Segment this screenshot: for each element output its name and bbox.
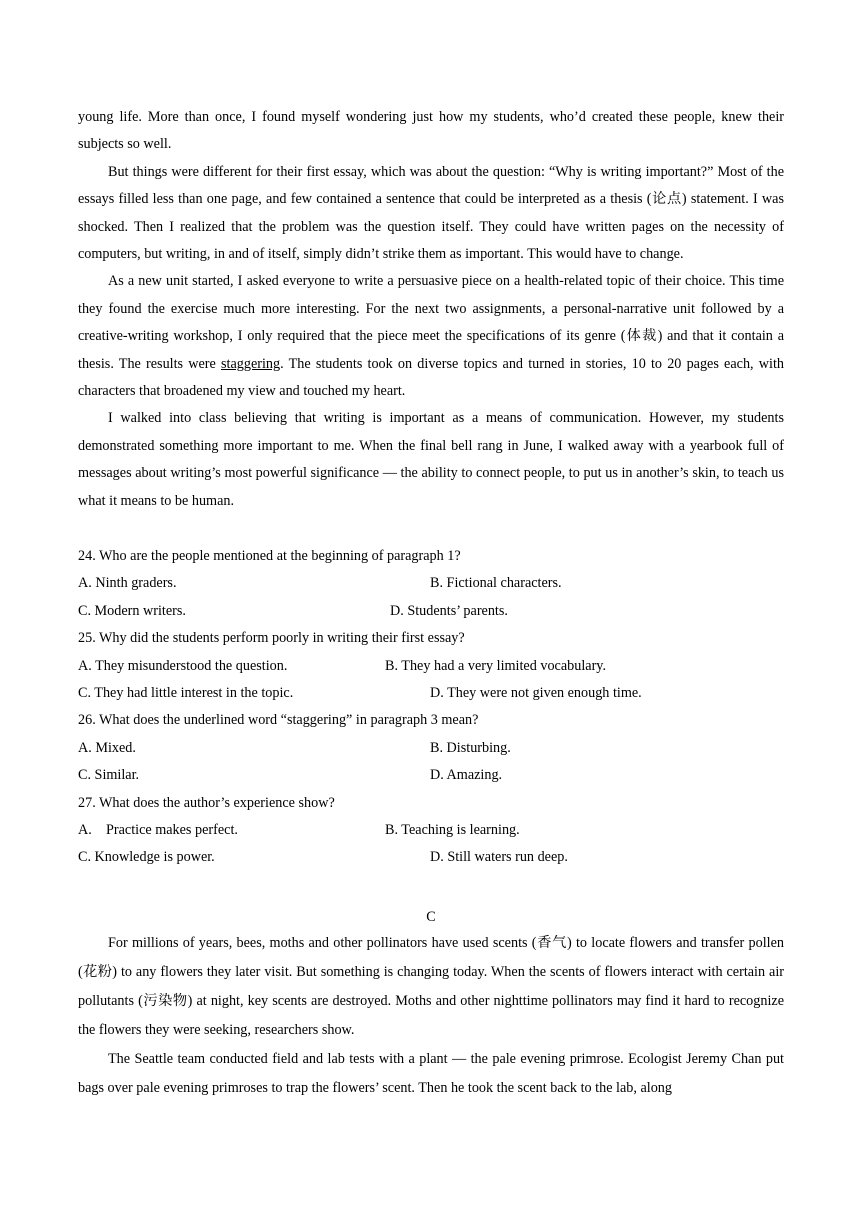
option-d: D. Still waters run deep. bbox=[430, 849, 568, 866]
question-27: 27. What does the author’s experience show? bbox=[78, 794, 335, 811]
options-row bbox=[78, 598, 784, 625]
passage-c bbox=[78, 929, 784, 1102]
paragraph-2 bbox=[78, 268, 784, 405]
option-a: A. Mixed. bbox=[78, 739, 136, 756]
options-row bbox=[78, 844, 784, 871]
option-c: C. Modern writers. bbox=[78, 602, 186, 619]
option-d: D. Amazing. bbox=[430, 767, 503, 784]
option-d: D. They were not given enough time. bbox=[430, 684, 642, 701]
section-c-heading-block bbox=[78, 904, 784, 931]
underlined-word: staggering bbox=[221, 355, 281, 372]
paragraph-1: But things were different for their first essay, which was about the question: “Why is writing important?” Most of the essays filled less than one page, and few contained a sentence that could be interpreted as a thesis (论点) statement. I was shocked. Then I realized that the problem was the question itself. They could have written pages on the necessity of computers, but writing, in and of itself, simply didn’t strike them as important. This would have to change. bbox=[78, 163, 784, 263]
option-c: C. Knowledge is power. bbox=[78, 849, 215, 866]
option-b: B. Disturbing. bbox=[430, 739, 511, 756]
paragraph-3: I walked into class believing that writing is important as a means of communication. However, my students demonstrated something more important to me. When the final bell rang in June, I walked away with a yearbook full of messages about writing’s most powerful significance — the ability to connect people, to put us in another’s skin, to teach us what it means to be human. bbox=[78, 410, 784, 509]
option-b: B. Fictional characters. bbox=[430, 575, 562, 592]
paragraph-2-text-b: . The students took on diverse topics and turned in stories, 10 to 20 pages each, with characters that broadened my view and touched my heart. bbox=[78, 355, 784, 400]
option-d: D. Students’ parents. bbox=[390, 602, 508, 619]
option-a: A. They misunderstood the question. bbox=[78, 657, 288, 674]
section-heading: C bbox=[426, 909, 436, 925]
paragraph-c2: The Seattle team conducted field and lab tests with a plant — the pale evening primrose. Ecologist Jeremy Chan put bags over pale evening primroses to trap the flowers’ scent. Then he took the scent back to the lab, along bbox=[78, 1050, 784, 1096]
options-row bbox=[78, 570, 784, 597]
question-25: 25. Why did the students perform poorly in writing their first essay? bbox=[78, 630, 465, 647]
option-c: C. They had little interest in the topic. bbox=[78, 684, 294, 701]
options-row bbox=[78, 680, 784, 707]
options-row bbox=[78, 762, 784, 789]
option-a: A. Ninth graders. bbox=[78, 575, 177, 592]
paragraph-c1: For millions of years, bees, moths and other pollinators have used scents (香气) to locate flowers and transfer pollen (花粉) to any flowers they later visit. But something is changing today. When the scents of flowers interact with certain air pollutants (污染物) at night, key scents are destroyed. Moths and other nighttime pollinators may find it hard to recognize the flowers they were seeking, researchers show. bbox=[78, 935, 784, 1038]
paragraph-0: young life. More than once, I found myself wondering just how my students, who’d created these people, knew their subjects so well. bbox=[78, 109, 784, 153]
question-26: 26. What does the underlined word “staggering” in paragraph 3 mean? bbox=[78, 712, 479, 729]
option-c: C. Similar. bbox=[78, 767, 140, 784]
passage-b bbox=[78, 104, 784, 515]
option-b: B. Teaching is learning. bbox=[385, 821, 520, 838]
question-list bbox=[78, 543, 784, 872]
options-row bbox=[78, 653, 784, 680]
options-row bbox=[78, 735, 784, 762]
paragraph-2-text-a: As a new unit started, I asked everyone to write a persuasive piece on a health-related topic of their choice. This time they found the exercise much more interesting. For the next two assignments, a personal-narrative unit followed by a creative-writing workshop, I only required that the piece meet the specifications of its genre (体裁) and that it contain a thesis. The results were bbox=[78, 273, 784, 372]
option-b: B. They had a very limited vocabulary. bbox=[385, 657, 607, 674]
option-a: A. Practice makes perfect. bbox=[78, 821, 238, 838]
options-row bbox=[78, 817, 784, 844]
question-24: 24. Who are the people mentioned at the beginning of paragraph 1? bbox=[78, 548, 461, 564]
